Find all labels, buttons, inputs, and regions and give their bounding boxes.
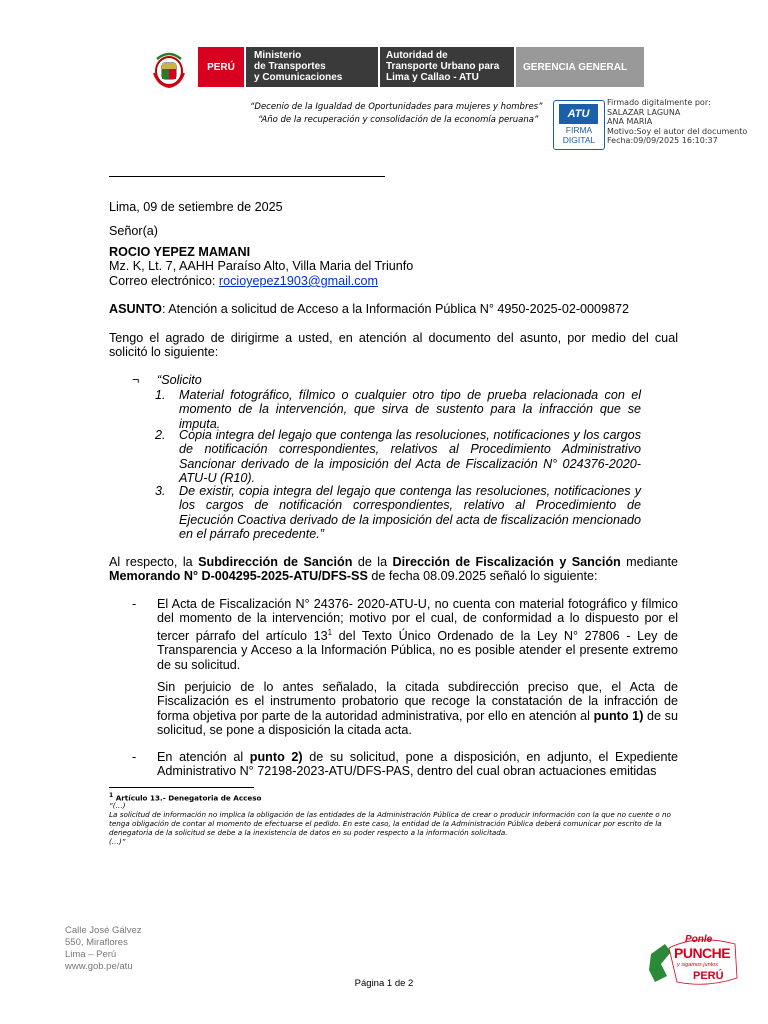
recipient-name: ROCIO YEPEZ MAMANI (109, 245, 251, 259)
gerencia-label: GERENCIA GENERAL (516, 47, 644, 87)
subject-label: ASUNTO (109, 302, 162, 316)
footnote-number: 1 (109, 792, 114, 799)
logo-peru: PERÚ (693, 970, 724, 982)
point-text: Sin perjuicio de lo antes señalado, la citada subdirección preciso que, el Acta de Fiscalización es el instrumento probatorio que recoge la constatación de la infracción de forma objetiva por parte de la autoridad administrativa, por ello en atención al (157, 680, 678, 723)
address-line: Lima – Perú (65, 949, 117, 960)
point-1-paragraph (157, 597, 678, 672)
response-text: de fecha 08.09.2025 señaló lo siguiente: (367, 569, 598, 584)
point-text: El Acta de Fiscalización N° 24376- 2020-ATU-U, no cuenta con material fotográfico y fílmico del momento de la intervención; motivo por el cual, de conformidad a lo dispuesto por el tercer párrafo del artículo 13 (157, 597, 678, 643)
intro-paragraph: Tengo el agrado de dirigirme a usted, en atención al documento del asunto, por medio del cual solicitó lo siguiente: (109, 331, 678, 360)
point-text: del Texto Único Ordenado de la Ley N° 27806 - Ley de Transparencia y Acceso a la Información Pública, no es posible atender el presente extremo de su solicitud. (157, 629, 678, 672)
signature-line: SALAZAR LAGUNA (607, 107, 681, 117)
authority-line: Autoridad de (386, 50, 448, 61)
footnote-title-text: Artículo 13.- Denegatoria de Acceso (113, 793, 262, 803)
logo-ponle: Ponle (685, 934, 713, 945)
request-open: “Solicito (157, 373, 202, 387)
subject-text: : Atención a solicitud de Acceso a la Información Pública N° 4950-2025-02-0009872 (161, 302, 630, 316)
recipient-address: Mz. K, Lt. 7, AAHH Paraíso Alto, Villa Maria del Triunfo (109, 259, 414, 273)
request-text: Material fotográfico, fílmico o cualquier otro tipo de prueba relacionada con el momento de la intervención, que sirva de sustento para la infracción que se imputa. (179, 388, 641, 431)
request-item (157, 484, 641, 542)
email-link[interactable]: rocioyepez1903@gmail.com (218, 274, 378, 288)
point-2-paragraph (157, 750, 678, 779)
authority-line: Lima y Callao - ATU (386, 72, 479, 83)
email-label: Correo electrónico: (109, 274, 219, 288)
ministry-box (246, 47, 378, 87)
list-bullet: ¬ (132, 373, 140, 387)
signature-badge-line: FIRMA (565, 125, 593, 135)
point-text: de su solicitud, se pone a disposición la citada acta. (157, 708, 678, 738)
address-line: Calle José Gálvez (65, 925, 142, 936)
atu-logo: ATU (559, 104, 598, 124)
peru-label: PERÚ (198, 47, 244, 87)
request-number: 1. (155, 388, 166, 402)
dash-bullet: - (132, 750, 137, 764)
request-item (157, 388, 641, 431)
address-line: 550, Miraflores (65, 937, 128, 948)
signature-line: Motivo:Soy el autor del documento (607, 126, 748, 136)
point-bold: punto 1) (593, 708, 644, 723)
response-text: mediante (620, 555, 678, 569)
recipient-email-line (109, 274, 678, 288)
request-text: Copia integra del legajo que contenga las resoluciones, notificaciones y los cargos de notificación correspondientes, relativos al Procedimiento Administrativo Sancionar derivado de la imposición del Acta de Fiscalización N° 024376-2020-ATU-U (R10). (179, 428, 641, 486)
page-number: Página 1 de 2 (354, 978, 414, 989)
request-text: De existir, copia integra del legajo que contenga las resoluciones, notificaciones y los cargos de notificación correspondientes, relativo al Procedimiento de Ejecución Coactiva derivado de la imposición del acta de fiscalización mencionado en el párrafo precedente.” (179, 484, 641, 542)
footnote-rule (109, 787, 254, 788)
signature-line: Fecha:09/09/2025 16:10:37 (607, 136, 718, 145)
dash-bullet: - (132, 597, 137, 611)
ministry-line: Ministerio (254, 50, 302, 61)
footer-address (65, 925, 142, 973)
footnote-open: “(…) (109, 801, 126, 810)
response-text: Al respecto, la (109, 555, 199, 569)
response-bold: Dirección de Fiscalización y Sanción (392, 555, 621, 569)
point-text: En atención al (157, 750, 250, 764)
digital-signature-badge (553, 100, 605, 150)
ministry-line: de Transportes (254, 61, 326, 72)
decade-slogan: “Decenio de la Igualdad de Oportunidades para mujeres y hombres” (250, 102, 543, 112)
footnote-body: La solicitud de información no implica la obligación de las entidades de la Administración Pública de crear o producir información con la que no cuente o no tenga obligación de contar al momento de efectuarse el pedido. En este caso, la entidad de la Administración Pública deberá comunicar por escrito de la denegatoria de la solicitud se debe a la inexistencia de datos en su poder respecto a la información solicitada. (109, 810, 671, 837)
digital-signature-text (607, 98, 747, 146)
year-slogan: “Año de la recuperación y consolidación de la economía peruana” (258, 115, 539, 125)
request-number: 3. (155, 484, 166, 498)
response-bold: Memorando N° D-004295-2025-ATU/DFS-SS (109, 569, 368, 584)
ponle-punche-logo (647, 930, 742, 990)
signature-line: Firmado digitalmente por: (607, 98, 711, 107)
response-text: de la (352, 555, 393, 569)
response-paragraph (109, 555, 678, 584)
logo-punche: PUNCHE (674, 945, 731, 961)
website-link[interactable]: www.gob.pe/atu (65, 961, 133, 972)
signature-line: ANA MARIA (607, 117, 653, 126)
coat-of-arms-logo (148, 47, 190, 89)
header-rule (109, 176, 385, 177)
subject-line (109, 302, 678, 316)
footnote-close: (…)” (109, 837, 126, 846)
request-item (157, 428, 641, 486)
logo-sub: y sigamos juntos (677, 962, 718, 968)
letter-date: Lima, 09 de setiembre de 2025 (109, 200, 283, 214)
point-bold: punto 2) (249, 750, 303, 764)
point-text: de su solicitud, pone a disposición, en adjunto, el Expediente Administrativo N° 72198-2023-ATU/DFS-PAS, dentro del cual obran actuaciones emitidas (157, 750, 678, 779)
salutation: Señor(a) (109, 224, 158, 238)
footnote-ref: 1 (327, 627, 333, 637)
ministry-line: y Comunicaciones (254, 72, 343, 83)
signature-badge-line: DIGITAL (562, 135, 596, 145)
request-number: 2. (155, 428, 166, 442)
authority-box (380, 47, 514, 87)
authority-line: Transporte Urbano para (386, 61, 500, 72)
response-bold: Subdirección de Sanción (198, 555, 353, 569)
point-1b-paragraph (157, 680, 678, 738)
